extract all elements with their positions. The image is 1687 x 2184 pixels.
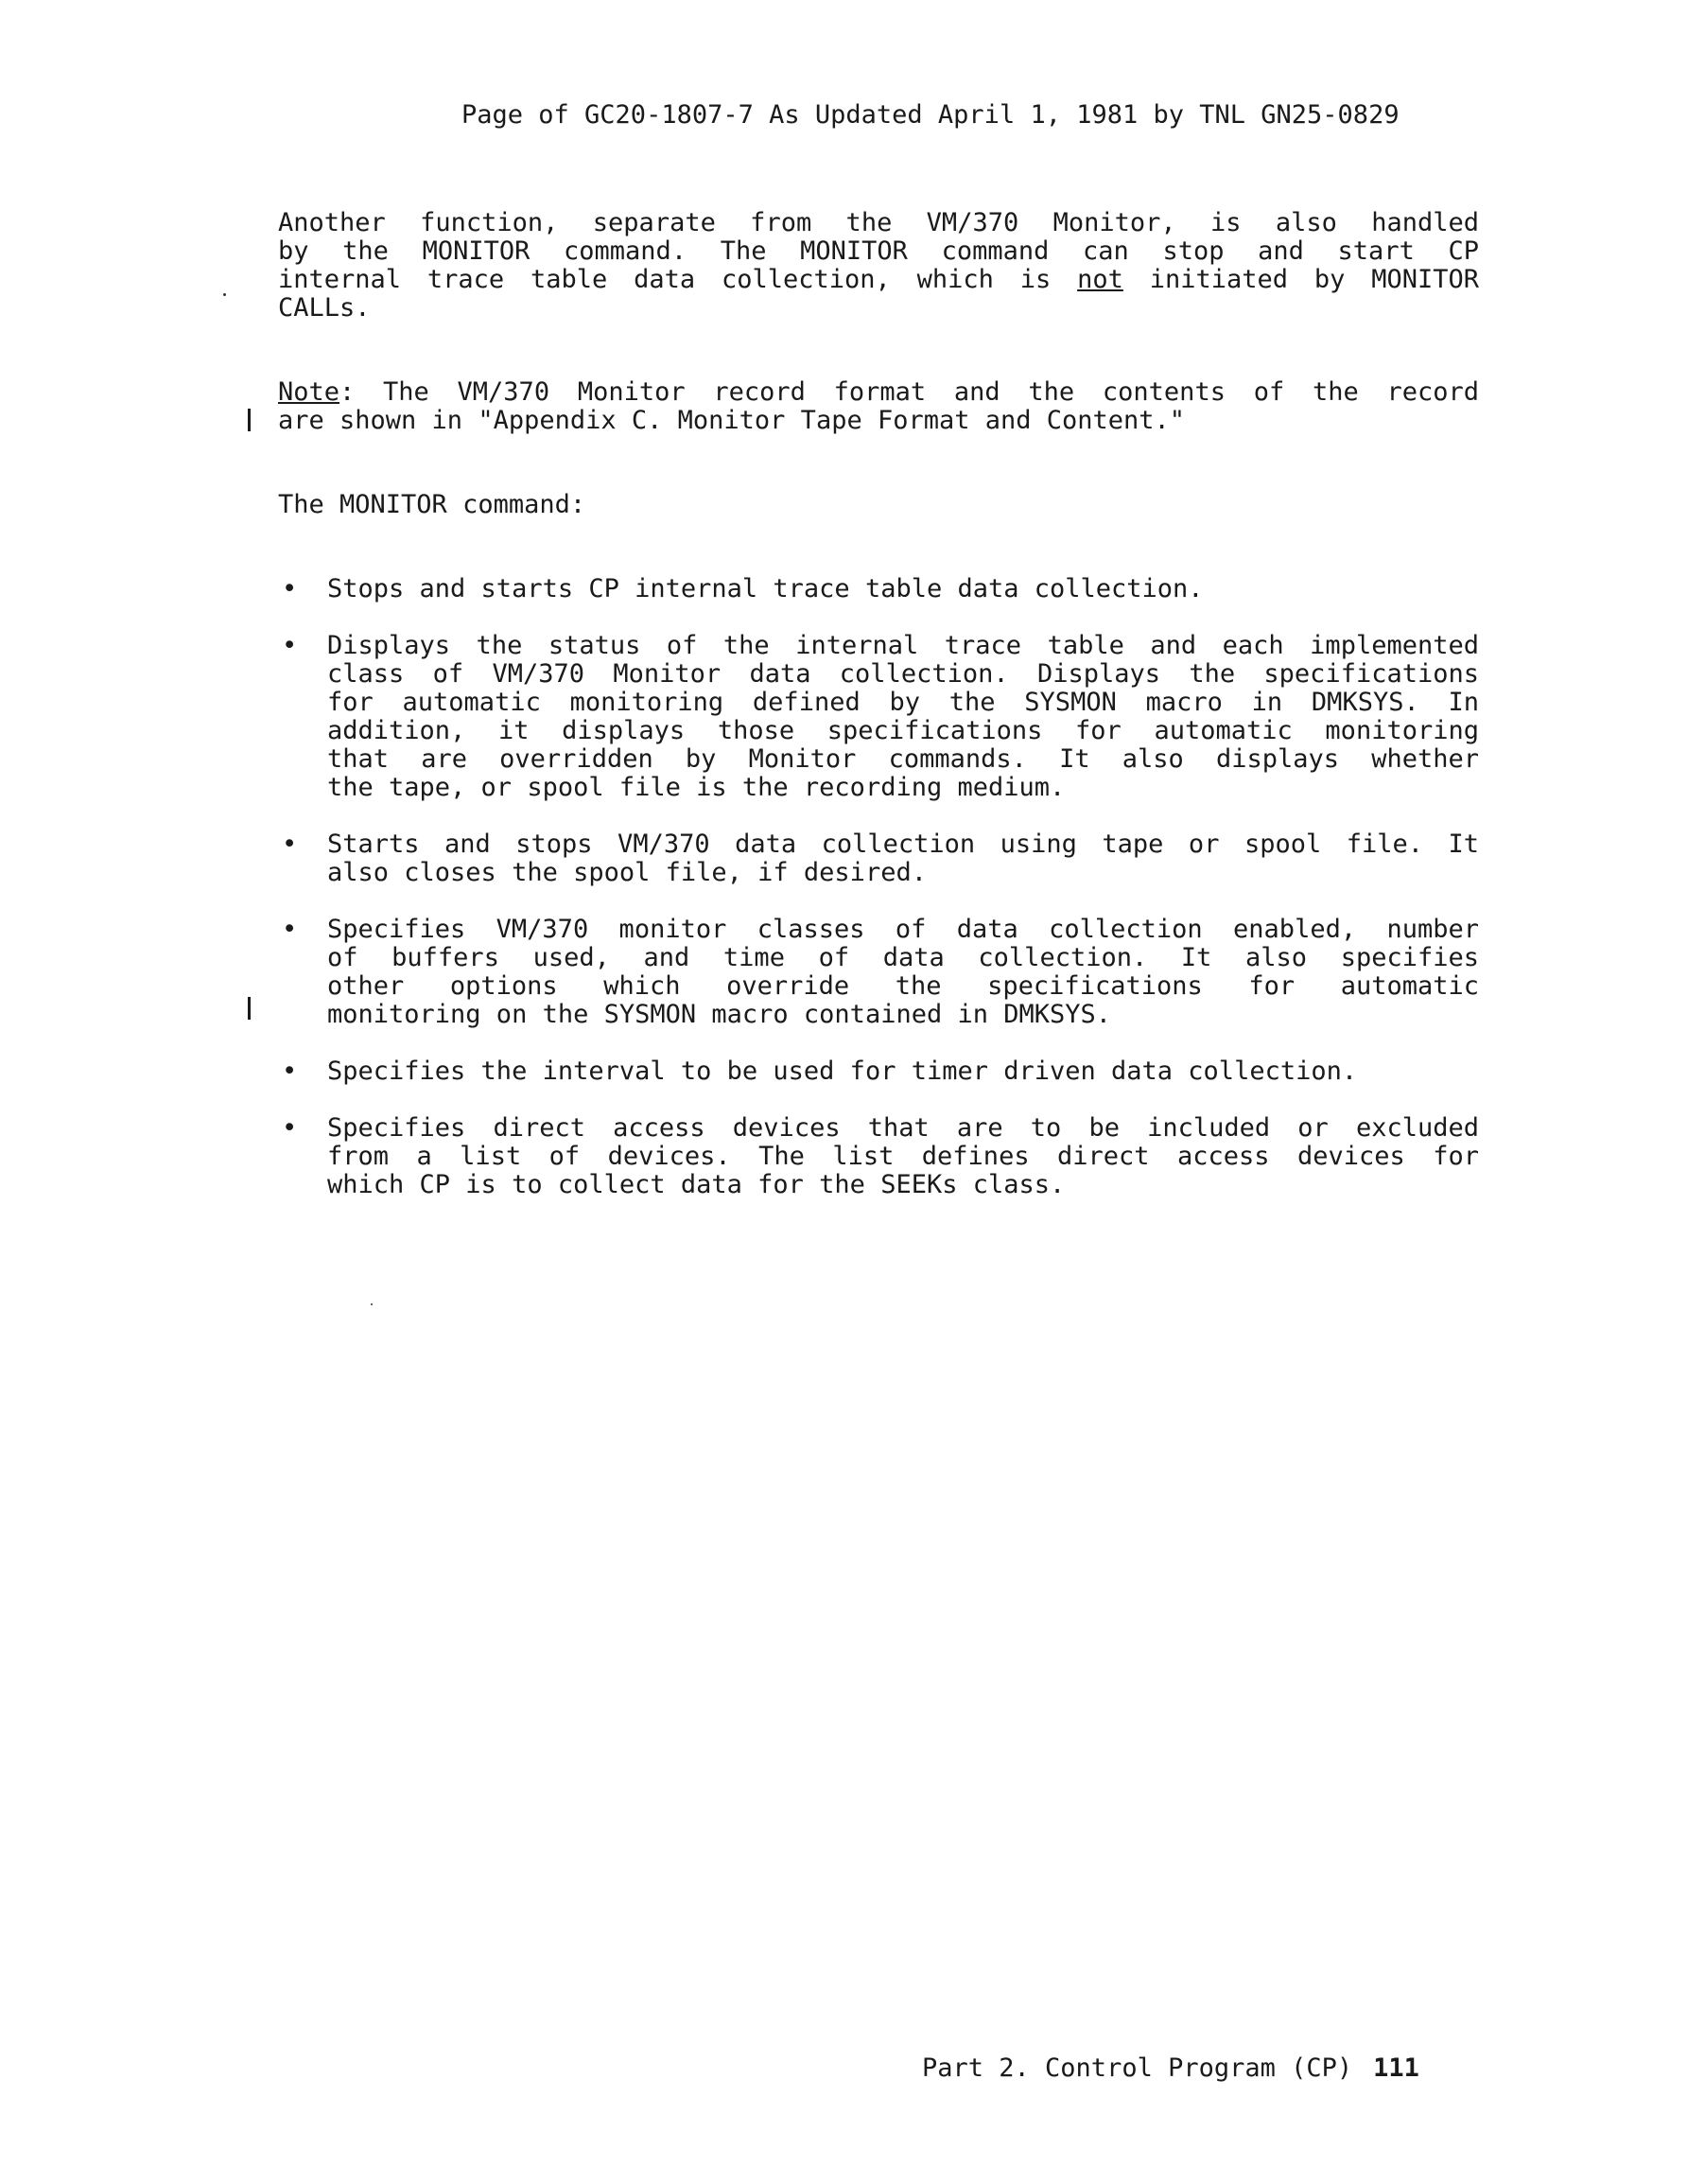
note-paragraph <box>278 378 1479 435</box>
list-item-line: Specifies the interval to be used for timer driven data collection. <box>327 1057 1358 1086</box>
command-intro: The MONITOR command: <box>278 490 586 519</box>
bullet-icon: • <box>282 574 298 603</box>
list-item-line: Displays the status of the internal trace table and each implemented <box>327 631 1479 660</box>
page-number: 111 <box>1373 2053 1419 2083</box>
scan-speck <box>223 293 226 296</box>
bullet-icon: • <box>282 631 298 660</box>
note-line <box>278 378 1479 407</box>
list-item <box>278 632 1479 802</box>
list-item-line: that are overridden by Monitor commands. It also displays whether <box>327 744 1479 774</box>
list-item-line: Specifies direct access devices that are to be included or excluded <box>327 1113 1479 1143</box>
scan-speck <box>371 1303 373 1305</box>
paragraph-line: by the MONITOR command. The MONITOR command can stop and start CP <box>278 236 1479 266</box>
note-label: Note <box>278 377 340 407</box>
list-item-line: addition, it displays those specifications for automatic monitoring <box>327 716 1479 745</box>
bullet-icon: • <box>282 1113 298 1143</box>
paragraph-line: CALLs. <box>278 293 371 323</box>
bullet-list <box>278 575 1479 1228</box>
list-item-line: for automatic monitoring defined by the SYSMON macro in DMKSYS. In <box>327 688 1479 717</box>
list-item <box>278 916 1479 1029</box>
list-item-line: the tape, or spool file is the recording medium. <box>327 773 1066 802</box>
list-item-line: Starts and stops VM/370 data collection using tape or spool file. It <box>327 830 1479 859</box>
list-item-line: which CP is to collect data for the SEEKs class. <box>327 1170 1066 1199</box>
revision-bar <box>248 409 251 431</box>
intro-paragraph <box>278 209 1479 323</box>
list-item-line: monitoring on the SYSMON macro contained in DMKSYS. <box>327 1000 1112 1029</box>
bullet-icon: • <box>282 1057 298 1086</box>
list-item <box>278 830 1479 887</box>
line-suffix: initiated by MONITOR <box>1122 265 1479 294</box>
paragraph-line: Another function, separate from the VM/370 Monitor, is also handled <box>278 208 1479 237</box>
list-item-line: class of VM/370 Monitor data collection. Displays the specifications <box>327 659 1479 689</box>
note-text: : The VM/370 Monitor record format and the contents of the record <box>339 377 1479 407</box>
paragraph-line <box>278 266 1479 294</box>
page-footer <box>922 2054 1419 2083</box>
emphasis-not: not <box>1077 265 1123 294</box>
page-header: Page of GC20-1807-7 As Updated April 1, 1981 by TNL GN25-0829 <box>461 100 1400 130</box>
revision-bar <box>248 997 251 1020</box>
list-item-line: from a list of devices. The list defines direct access devices for <box>327 1142 1479 1171</box>
list-item-line: other options which override the specifications for automatic <box>327 971 1479 1001</box>
list-item-line: Specifies VM/370 monitor classes of data collection enabled, number <box>327 915 1479 944</box>
list-item-line: Stops and starts CP internal trace table data collection. <box>327 574 1204 603</box>
line-prefix: internal trace table data collection, which is <box>278 265 1078 294</box>
list-item <box>278 575 1479 603</box>
footer-section: Part 2. Control Program (CP) <box>922 2053 1353 2083</box>
list-item-line: of buffers used, and time of data collection. It also specifies <box>327 943 1479 972</box>
list-item-line: also closes the spool file, if desired. <box>327 858 927 887</box>
bullet-icon: • <box>282 915 298 944</box>
note-line: are shown in "Appendix C. Monitor Tape Format and Content." <box>278 406 1186 435</box>
list-item <box>278 1057 1479 1086</box>
list-item <box>278 1114 1479 1199</box>
bullet-icon: • <box>282 830 298 859</box>
